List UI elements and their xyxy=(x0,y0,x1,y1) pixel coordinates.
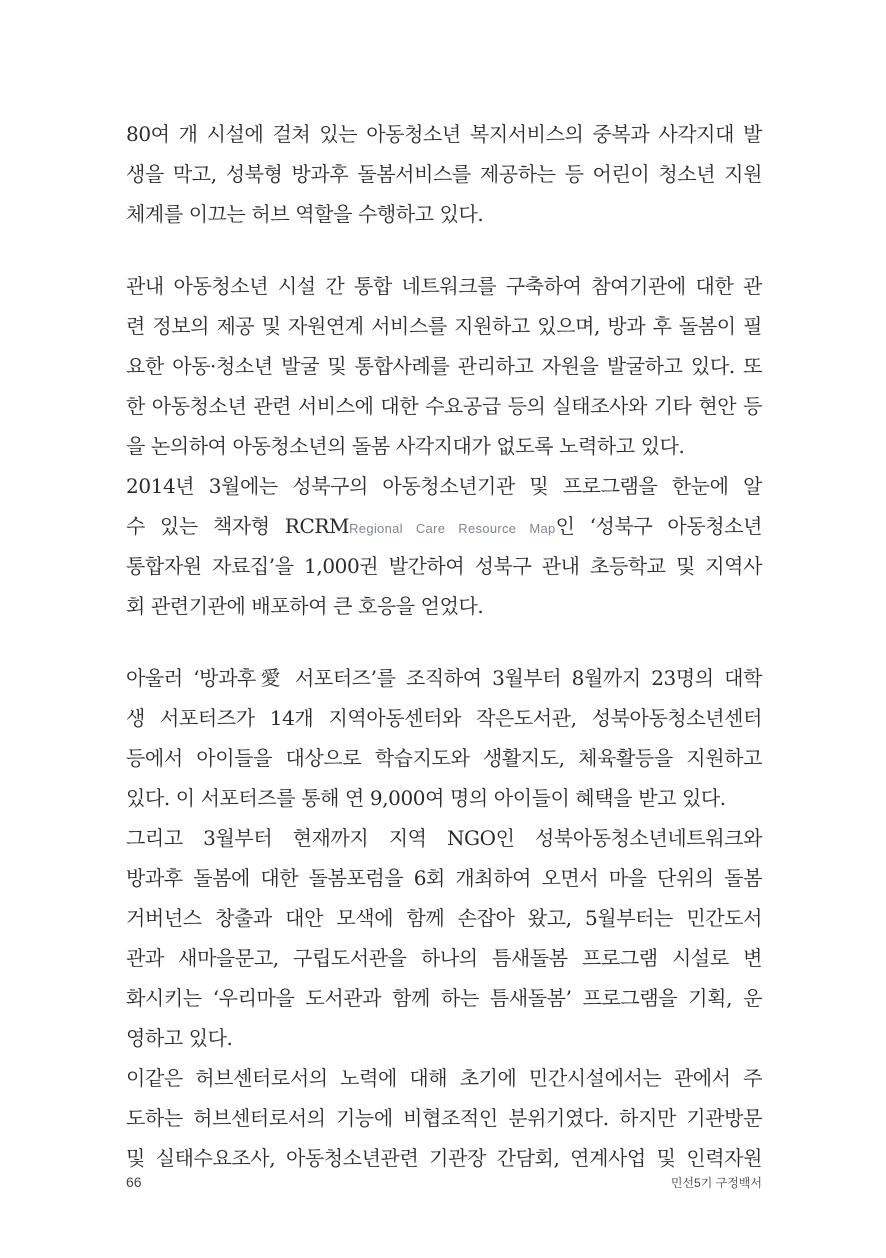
text-line: 관내 아동청소년 시설 간 통합 네트워크를 구축하여 참여기관에 대한 관 xyxy=(126,274,762,298)
text-line: 있다. 이 서포터즈를 통해 연 9,000여 명의 아이들이 혜택을 받고 있다. xyxy=(126,786,726,810)
text-line: 생 서포터즈가 14개 지역아동센터와 작은도서관, 성북아동청소년센터 xyxy=(126,706,762,730)
text-line: 아울러 ‘방과후愛 서포터즈’를 조직하여 3월부터 8월까지 23명의 대학 xyxy=(126,666,762,690)
paragraph-2 xyxy=(126,266,762,466)
text-line: 련 정보의 제공 및 자원연계 서비스를 지원하고 있으며, 방과 후 돌봄이 필 xyxy=(126,314,762,338)
paragraph-1 xyxy=(126,114,762,234)
text-fragment: 인 ‘성북구 아동청소년 xyxy=(555,514,762,538)
text-fragment: 수 있는 책자형 RCRM xyxy=(126,514,350,538)
text-line: 80여 개 시설에 걸쳐 있는 아동청소년 복지서비스의 중복과 사각지대 발 xyxy=(126,122,762,146)
text-line: 및 실태수요조사, 아동청소년관련 기관장 간담회, 연계사업 및 인력자원 xyxy=(126,1146,762,1170)
rcrm-fullname: Regional Care Resource Map xyxy=(349,521,556,536)
text-line: 한 아동청소년 관련 서비스에 대한 수요공급 등의 실태조사와 기타 현안 등 xyxy=(126,394,762,418)
paragraph-spacer xyxy=(126,234,762,266)
text-line: 등에서 아이들을 대상으로 학습지도와 생활지도, 체육활등을 지원하고 xyxy=(126,746,762,770)
paragraph-4 xyxy=(126,658,762,818)
text-line: 이같은 허브센터로서의 노력에 대해 초기에 민간시설에서는 관에서 주 xyxy=(126,1066,762,1090)
text-line: 을 논의하여 아동청소년의 돌봄 사각지대가 없도록 노력하고 있다. xyxy=(126,434,685,458)
text-line: 화시키는 ‘우리마을 도서관과 함께 하는 틈새돌봄’ 프로그램을 기획, 운 xyxy=(126,986,762,1010)
book-title: 민선5기 구정백서 xyxy=(670,1176,762,1190)
text-line: 그리고 3월부터 현재까지 지역 NGO인 성북아동청소년네트워크와 xyxy=(126,826,762,850)
text-line: 회 관련기관에 배포하여 큰 호응을 얻었다. xyxy=(126,594,484,618)
text-line: 체계를 이끄는 허브 역할을 수행하고 있다. xyxy=(126,202,484,226)
text-line: 관과 새마을문고, 구립도서관을 하나의 틈새돌봄 프로그램 시설로 변 xyxy=(126,946,762,970)
text-line: 거버넌스 창출과 대안 모색에 함께 손잡아 왔고, 5월부터는 민간도서 xyxy=(126,906,762,930)
text-line: 요한 아동·청소년 발굴 및 통합사례를 관리하고 자원을 발굴하고 있다. 또 xyxy=(126,354,762,378)
text-line: 도하는 허브센터로서의 기능에 비협조적인 분위기였다. 하지만 기관방문 xyxy=(126,1106,762,1130)
paragraph-6 xyxy=(126,1058,762,1178)
text-line: 생을 막고, 성북형 방과후 돌봄서비스를 제공하는 등 어린이 청소년 지원 xyxy=(126,162,762,186)
text-line: 영하고 있다. xyxy=(126,1026,233,1050)
paragraph-3 xyxy=(126,466,762,626)
text-line: 방과후 돌봄에 대한 돌봄포럼을 6회 개최하여 오면서 마을 단위의 돌봄 xyxy=(126,866,762,890)
paragraph-spacer xyxy=(126,626,762,658)
document-body xyxy=(126,114,762,1178)
page-number: 66 xyxy=(126,1174,142,1190)
paragraph-5 xyxy=(126,818,762,1058)
text-line: 통합자원 자료집’을 1,000권 발간하여 성북구 관내 초등학교 및 지역사 xyxy=(126,554,762,578)
text-line: 2014년 3월에는 성북구의 아동청소년기관 및 프로그램을 한눈에 알 xyxy=(126,474,762,498)
text-line-with-subscript xyxy=(126,506,762,546)
